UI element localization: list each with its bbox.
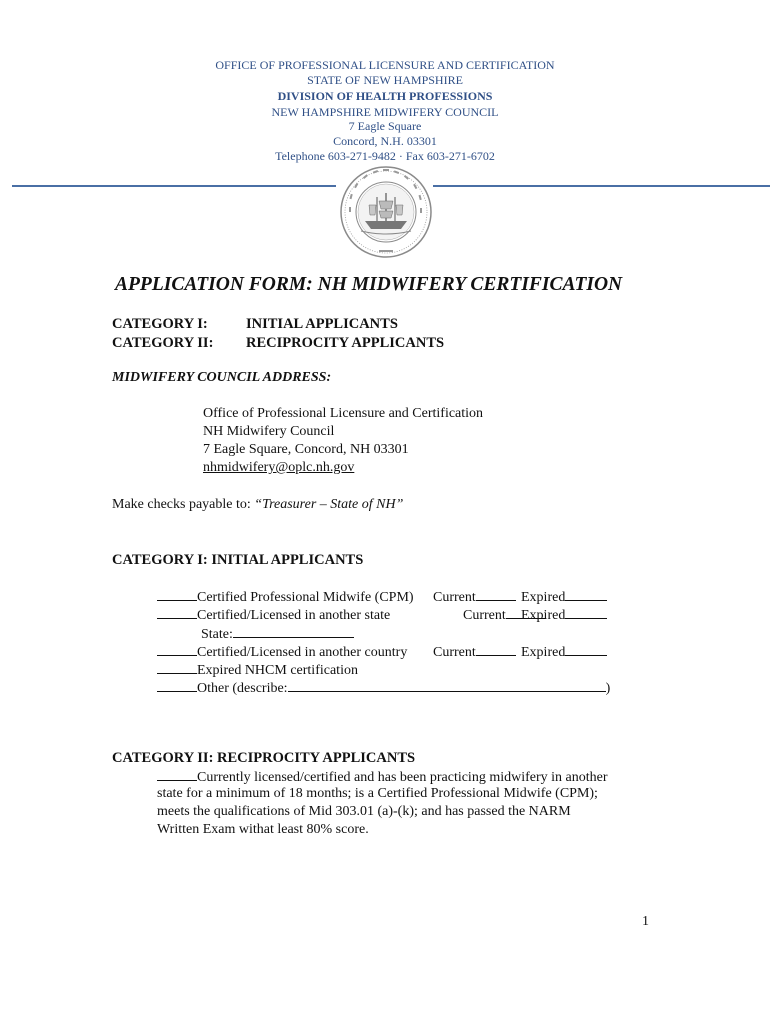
expired-nhcm-row (157, 661, 358, 680)
office-name: OFFICE OF PROFESSIONAL LICENSURE AND CERTIFICATION (215, 58, 555, 72)
other-label: Other (describe: (197, 681, 288, 696)
address-line-2: NH Midwifery Council (203, 424, 335, 439)
cpm-expired-label: Expired (521, 590, 566, 605)
address-line-1: Office of Professional Licensure and Certification (203, 406, 484, 421)
reciprocity-checkbox-line[interactable] (157, 768, 197, 781)
reciprocity-line-1 (157, 768, 608, 787)
category-1-heading: CATEGORY I: INITIAL APPLICANTS (112, 552, 364, 568)
category-1-row (112, 316, 398, 333)
expired-nhcm-checkbox-line[interactable] (157, 661, 197, 674)
category-1-value: INITIAL APPLICANTS (246, 316, 398, 332)
page-number: 1 (642, 914, 649, 929)
city-address: Concord, N.H. 03301 (333, 134, 437, 148)
reciprocity-line-3: meets the qualifications of Mid 303.01 (a)-(k); and has passed the NARM (157, 804, 571, 819)
state-seal-icon (339, 165, 433, 259)
page-title: APPLICATION FORM: NH MIDWIFERY CERTIFICATION (115, 274, 623, 295)
cpm-row (157, 588, 617, 607)
other-checkbox-line[interactable] (157, 679, 197, 692)
another-country-label: Certified/Licensed in another country (197, 645, 408, 660)
another-country-current-label: Current (433, 645, 476, 660)
state-name: STATE OF NEW HAMPSHIRE (307, 73, 463, 87)
cpm-current-blank[interactable] (476, 588, 516, 601)
checks-prefix: Make checks payable to: (112, 497, 255, 512)
cpm-checkbox-line[interactable] (157, 588, 197, 601)
another-state-row (157, 606, 617, 625)
another-state-checkbox-line[interactable] (157, 606, 197, 619)
header-rule-left (12, 185, 336, 187)
another-state-expired-label: Expired (521, 608, 566, 623)
reciprocity-line-4: Written Exam withat least 80% score. (157, 822, 369, 837)
reciprocity-line-2: state for a minimum of 18 months; is a Certified Professional Midwife (CPM); (157, 786, 598, 801)
category-2-value: RECIPROCITY APPLICANTS (246, 335, 445, 351)
state-label: State: (201, 627, 233, 642)
checks-payable (112, 497, 403, 513)
other-close-paren: ) (605, 681, 611, 696)
another-country-expired-label: Expired (521, 645, 566, 660)
category-1-label: CATEGORY I: (112, 316, 208, 332)
another-country-checkbox-line[interactable] (157, 643, 197, 656)
category-2-row (112, 335, 445, 352)
expired-nhcm-label: Expired NHCM certification (197, 663, 358, 678)
other-row (157, 679, 610, 698)
category-2-label: CATEGORY II: (112, 335, 214, 351)
another-country-expired-blank[interactable] (565, 643, 607, 656)
cpm-label: Certified Professional Midwife (CPM) (197, 590, 414, 605)
other-describe-line[interactable] (288, 679, 606, 692)
division-name: DIVISION OF HEALTH PROFESSIONS (277, 89, 493, 103)
another-country-current-blank[interactable] (476, 643, 516, 656)
street-address: 7 Eagle Square (348, 119, 422, 133)
checks-payee: “Treasurer – State of NH” (254, 497, 404, 512)
another-state-expired-blank[interactable] (565, 606, 607, 619)
category-2-heading: CATEGORY II: RECIPROCITY APPLICANTS (112, 750, 416, 766)
another-state-label: Certified/Licensed in another state (197, 608, 391, 623)
council-name: NEW HAMPSHIRE MIDWIFERY COUNCIL (271, 105, 499, 119)
phone-fax: Telephone 603-271-9482 · Fax 603-271-6702 (275, 149, 495, 163)
cpm-expired-blank[interactable] (565, 588, 607, 601)
email-link[interactable]: nhmidwifery@oplc.nh.gov (203, 460, 355, 475)
cpm-current-label: Current (433, 590, 476, 605)
state-input-line[interactable] (233, 625, 354, 638)
address-line-3: 7 Eagle Square, Concord, NH 03301 (203, 442, 409, 457)
another-country-row (157, 643, 617, 662)
reciprocity-text-1: Currently licensed/certified and has been practicing midwifery in another (197, 770, 608, 785)
state-row (201, 625, 354, 644)
another-state-current-label: Current (463, 608, 506, 623)
address-heading: MIDWIFERY COUNCIL ADDRESS: (112, 370, 332, 385)
header-rule-right (433, 185, 770, 187)
